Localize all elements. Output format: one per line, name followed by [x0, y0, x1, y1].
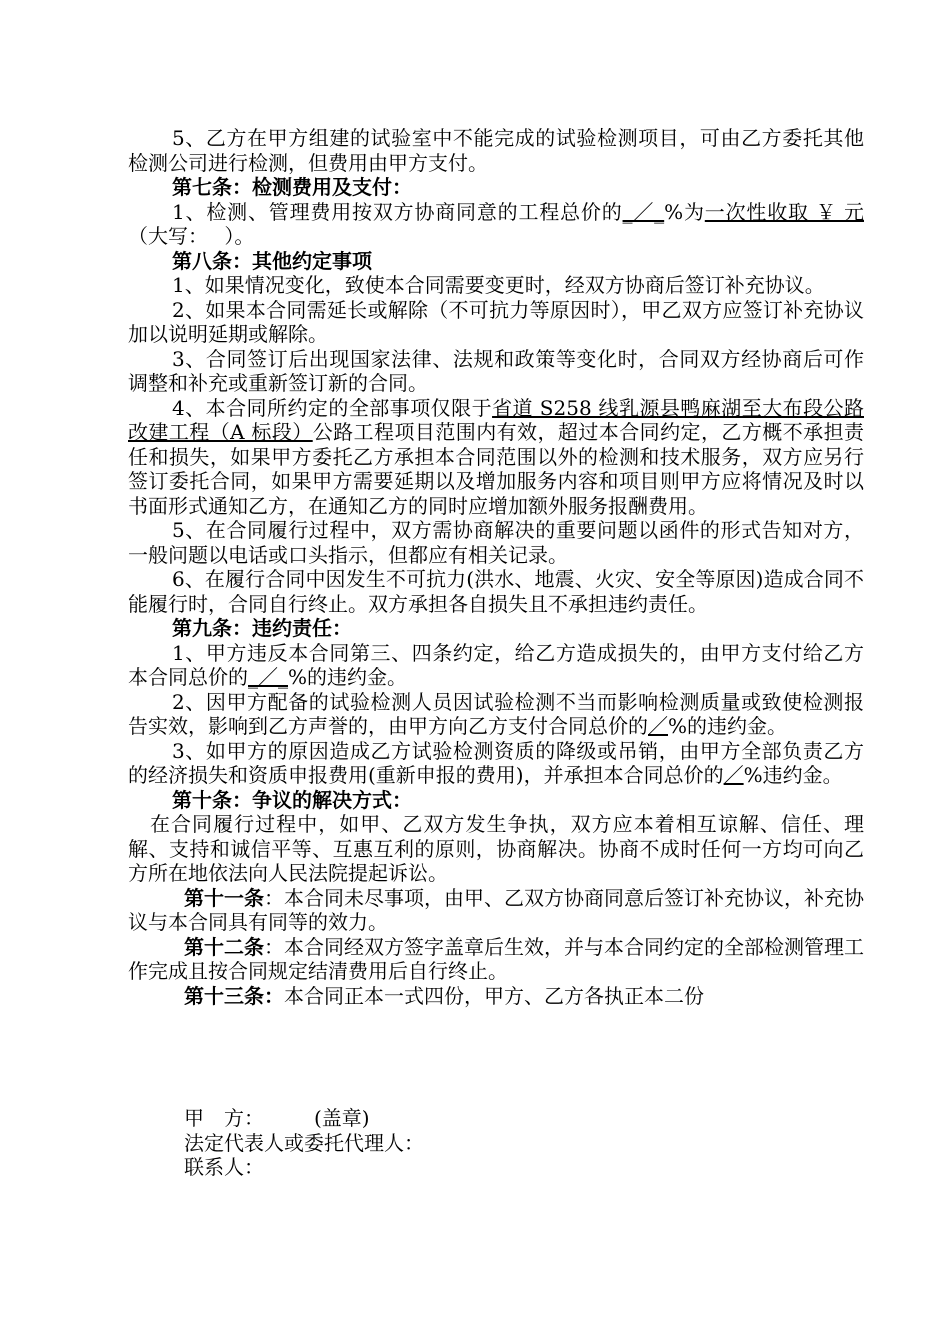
- legal-representative: 法定代表人或委托代理人：: [184, 1130, 424, 1155]
- contact-person: 联系人：: [184, 1155, 264, 1179]
- fee-percent-blank: _／_: [622, 199, 665, 224]
- project-name: 省道 S258 线乳源县鸭麻湖至大布段公路改建工程（A 标段）: [128, 395, 864, 444]
- article-10-body: 在合同履行过程中，如甲、乙双方发生争执，双方应本着相互谅解、信任、理解、支持和诚信平等、互惠互利的原则，协商解决。协商不成时任何一方均可向乙方所在地依法向人民法院提起诉讼。: [128, 812, 864, 885]
- clause-9-3: 3、如甲方的原因造成乙方试验检测资质的降级或吊销，由甲方全部负责乙方的经济损失和资质申报费用(重新申报的费用)，并承担本合同总价的／%违约金。: [128, 738, 864, 787]
- penalty-blank-3: ／: [723, 763, 744, 787]
- article-8-heading: 第八条：其他约定事项: [172, 248, 372, 273]
- contract-page: [128, 126, 864, 1180]
- clause-6-5: 5、乙方在甲方组建的试验室中不能完成的试验检测项目，可由乙方委托其他检测公司进行检测，但费用由甲方支付。: [128, 126, 864, 175]
- clause-8-6: 6、在履行合同中因发生不可抗力(洪水、地震、火灾、安全等原因)造成合同不能履行时，合同自行终止。双方承担各自损失且不承担违约责任。: [128, 567, 864, 616]
- clause-8-4: 4、本合同所约定的全部事项仅限于省道 S258 线乳源县鸭麻湖至大布段公路改建工程（A 标段）公路工程项目范围内有效，超过本合同约定，乙方概不承担责任和损失，如果甲方委托乙方承担本合同范围以外的检测和技术服务，双方应另行签订委托合同，如果甲方需要延期以及增加服务内容和项目则甲方应将情况及时以书面形式通知乙方，在通知乙方的同时应增加额外服务报酬费用。: [128, 395, 865, 518]
- clause-8-3: 3、合同签订后出现国家法律、法规和政策等变化时，合同双方经协商后可作调整和补充或重新签订新的合同。: [128, 346, 864, 395]
- clause-9-1: 1、甲方违反本合同第三、四条约定，给乙方造成损失的，由甲方支付给乙方本合同总价的_／_%的违约金。: [128, 640, 864, 689]
- penalty-blank-1: _／_: [248, 665, 288, 689]
- party-a-seal: 甲 方： (盖章): [184, 1106, 370, 1130]
- article-10-heading: 第十条：争议的解决方式：: [172, 787, 412, 812]
- clause-8-1: 1、如果情况变化，致使本合同需要变更时，经双方协商后签订补充协议。: [172, 273, 825, 297]
- clause-8-2: 2、如果本合同需延长或解除（不可抗力等原因时），甲乙双方应签订补充协议加以说明延期或解除。: [128, 297, 864, 346]
- article-9-heading: 第九条：违约责任：: [172, 616, 352, 640]
- article-13: 第十三条：本合同正本一式四份，甲方、乙方各执正本二份: [184, 983, 704, 1008]
- penalty-blank-2: ／: [648, 714, 668, 738]
- article-11: 第十一条：本合同未尽事项，由甲、乙双方协商同意后签订补充协议，补充协议与本合同具有同等的效力。: [128, 885, 864, 934]
- signature-spacer: [128, 1008, 864, 1106]
- clause-7-1: 1、检测、管理费用按双方协商同意的工程总价的_／_%为一次性收取 ￥ 元（大写： ）。: [128, 199, 864, 248]
- article-12: 第十二条：本合同经双方签字盖章后生效，并与本合同约定的全部检测管理工作完成且按合同规定结清费用后自行终止。: [128, 934, 864, 983]
- article-7-heading: 第七条：检测费用及支付：: [172, 175, 412, 199]
- fee-amount-blank: 一次性收取 ￥ 元: [704, 199, 864, 224]
- clause-9-2: 2、因甲方配备的试验检测人员因试验检测不当而影响检测质量或致使检测报告实效，影响到乙方声誉的，由甲方向乙方支付合同总价的／%的违约金。: [128, 689, 864, 738]
- clause-8-5: 5、在合同履行过程中，双方需协商解决的重要问题以函件的形式告知对方，一般问题以电话或口头指示，但都应有相关记录。: [128, 518, 864, 567]
